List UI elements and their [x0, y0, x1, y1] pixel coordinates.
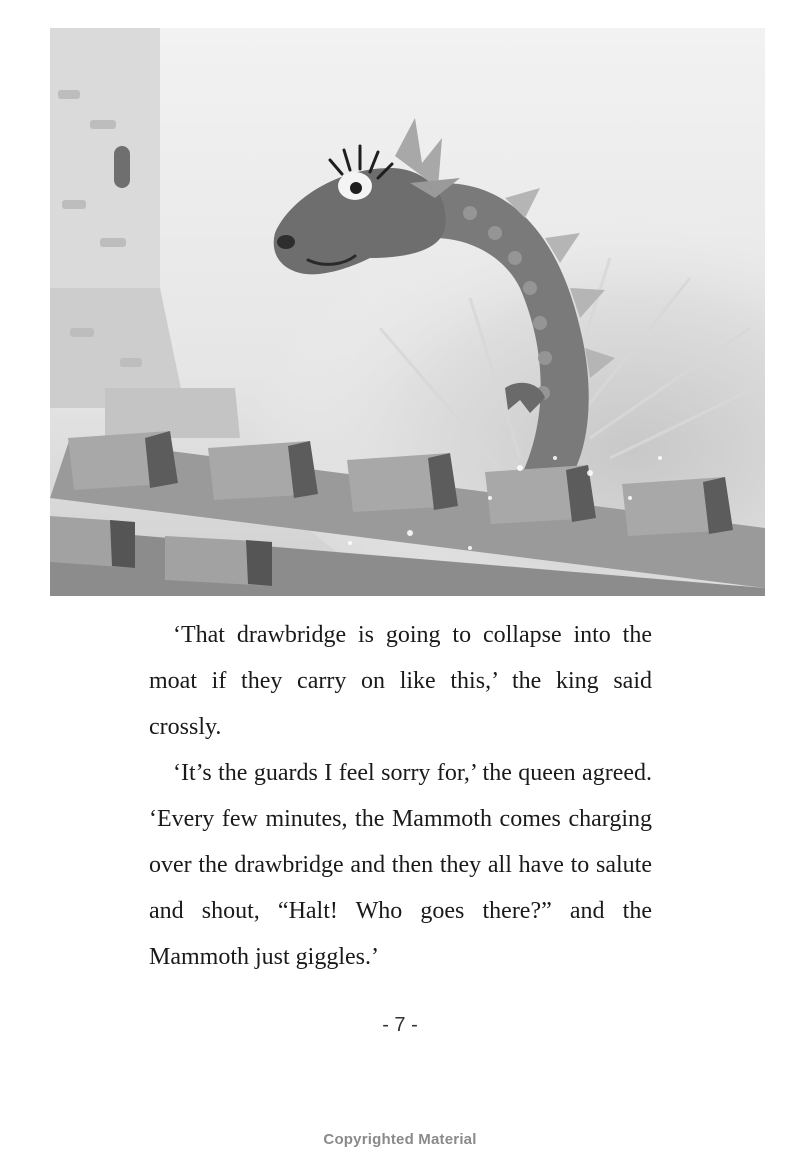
copyright-watermark-bottom: Copyrighted Material — [323, 1131, 477, 1148]
body-text — [149, 612, 652, 980]
paragraph: ‘It’s the guards I feel sorry for,’ the queen agreed. ‘Every few minutes, the Mammoth comes charging over the drawbridge and then they all have to salute and shout, “Halt! Who goes there?” and the Mammoth just giggles.’ — [149, 760, 652, 970]
page-number: - 7 - — [382, 1014, 418, 1036]
sea-serpent-over-castle-wall-icon — [50, 28, 765, 596]
paragraph: ‘That drawbridge is going to collapse into the moat if they carry on like this,’ the king said crossly. — [149, 622, 652, 740]
illustration — [50, 28, 765, 596]
